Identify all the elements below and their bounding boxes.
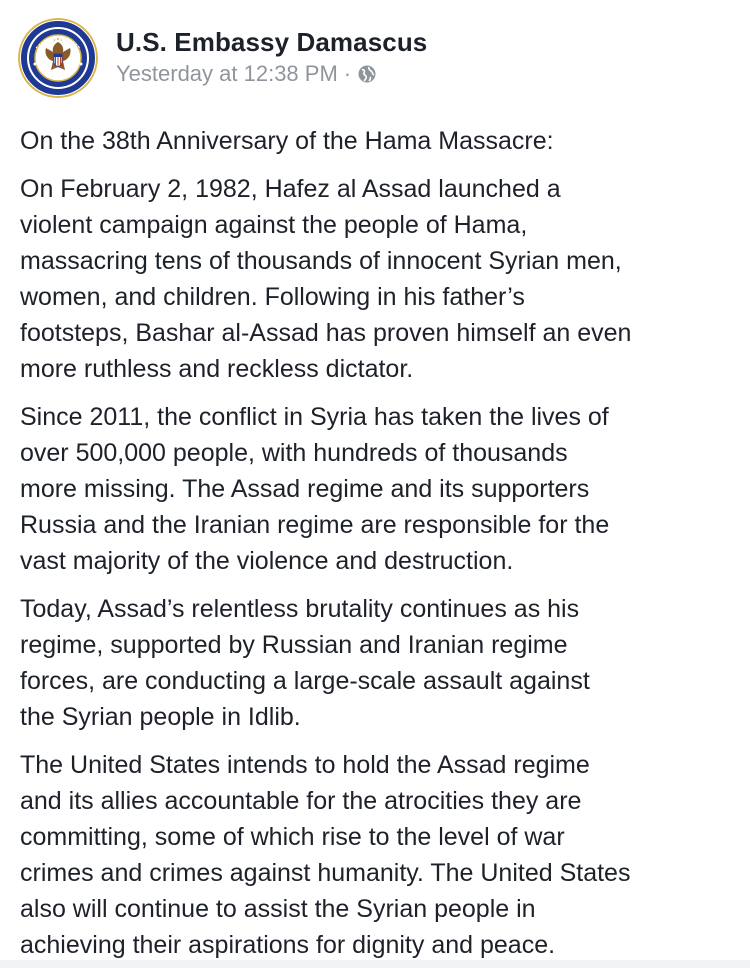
post-paragraph: On February 2, 1982, Hafez al Assad launched a violent campaign against the people of Hama, massacring tens of thousands of innocent Syrian men, women, and children. Following in his father’s footsteps, Bashar al-Assad has proven himself an even more ruthless and reckless dictator. — [20, 175, 632, 383]
post-paragraph: The United States intends to hold the Assad regime and its allies accountable for the atrocities they are committing, some of which rise to the level of war crimes and crimes against humanity. The United States also will continue to assist the Syrian people in achieving their aspirations for dignity and peace. — [20, 751, 631, 959]
separator-dot: · — [343, 61, 352, 86]
post-paragraph: On the 38th Anniversary of the Hama Massacre: — [20, 127, 554, 155]
post-footer-divider — [0, 960, 750, 968]
post-paragraph: Today, Assad’s relentless brutality continues as his regime, supported by Russian and Iranian regime forces, are conducting a large-scale assault against the Syrian people in Idlib. — [20, 595, 590, 731]
timestamp-row — [116, 61, 427, 87]
page-name-link[interactable]: U.S. Embassy Damascus — [116, 27, 428, 57]
post-body — [20, 123, 740, 968]
post-timestamp[interactable]: Yesterday at 12:38 PM — [116, 61, 338, 86]
post-paragraph: Since 2011, the conflict in Syria has taken the lives of over 500,000 people, with hundreds of thousands more missing. The Assad regime and its supporters Russia and the Iranian regime are responsible for the vast majority of the violence and destruction. — [20, 403, 610, 575]
globe-icon[interactable] — [357, 64, 377, 84]
post-header — [18, 18, 427, 98]
post-meta — [116, 27, 427, 87]
embassy-seal-icon[interactable] — [18, 18, 98, 98]
